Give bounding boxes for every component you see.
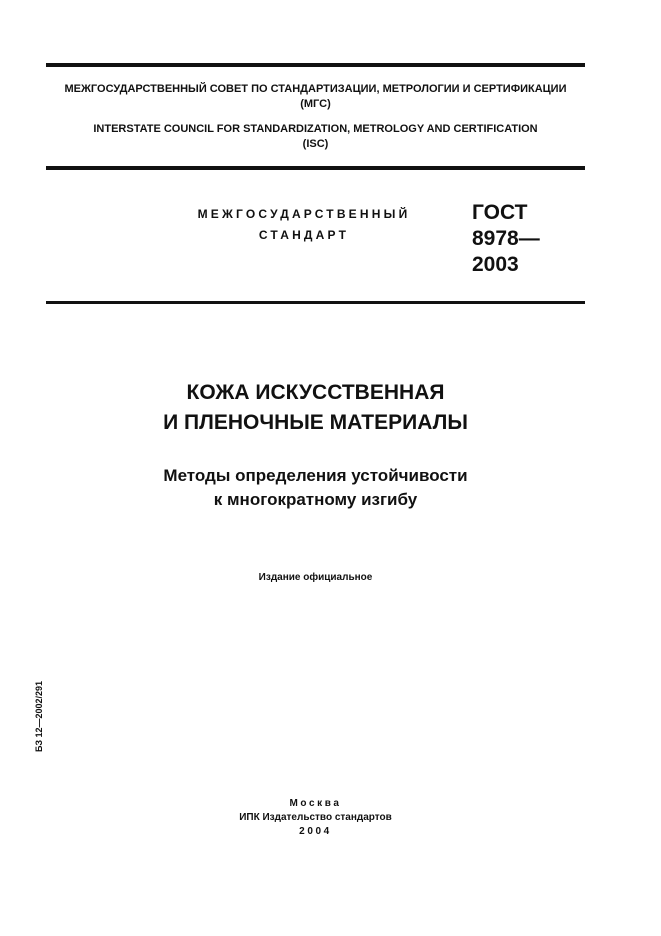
imprint-publisher: ИПК Издательство стандартов (239, 812, 392, 823)
standard-bottom-rule (46, 301, 585, 304)
title-line1: КОЖА ИСКУССТВЕННАЯ (186, 381, 445, 404)
council-en-abbr: (ISC) (302, 138, 329, 150)
council-ru-abbr: (МГС) (300, 98, 331, 110)
standard-label-line1: МЕЖГОСУДАРСТВЕННЫЙ (197, 207, 411, 221)
subtitle-line2: к многократному изгибу (213, 490, 418, 509)
side-code: БЗ 12—2002/291 (34, 680, 44, 752)
gost-line3: 2003 (472, 253, 519, 276)
title-line2: И ПЛЕНОЧНЫЕ МАТЕРИАЛЫ (163, 411, 468, 434)
council-ru: МЕЖГОСУДАРСТВЕННЫЙ СОВЕТ ПО СТАНДАРТИЗАЦИИ, МЕТРОЛОГИИ И СЕРТИФИКАЦИИ (64, 83, 567, 95)
council-en: INTERSTATE COUNCIL FOR STANDARDIZATION, METROLOGY AND CERTIFICATION (93, 123, 538, 135)
edition-note: Издание официальное (258, 572, 373, 583)
top-rule (46, 63, 585, 67)
imprint-year: 2004 (299, 826, 332, 837)
subtitle-line1: Методы определения устойчивости (163, 466, 468, 485)
gost-line2: 8978— (472, 227, 540, 250)
gost-line1: ГОСТ (472, 201, 528, 224)
standard-label-line2: СТАНДАРТ (258, 228, 350, 242)
imprint-city: Москва (289, 798, 342, 809)
council-bottom-rule (46, 166, 585, 170)
